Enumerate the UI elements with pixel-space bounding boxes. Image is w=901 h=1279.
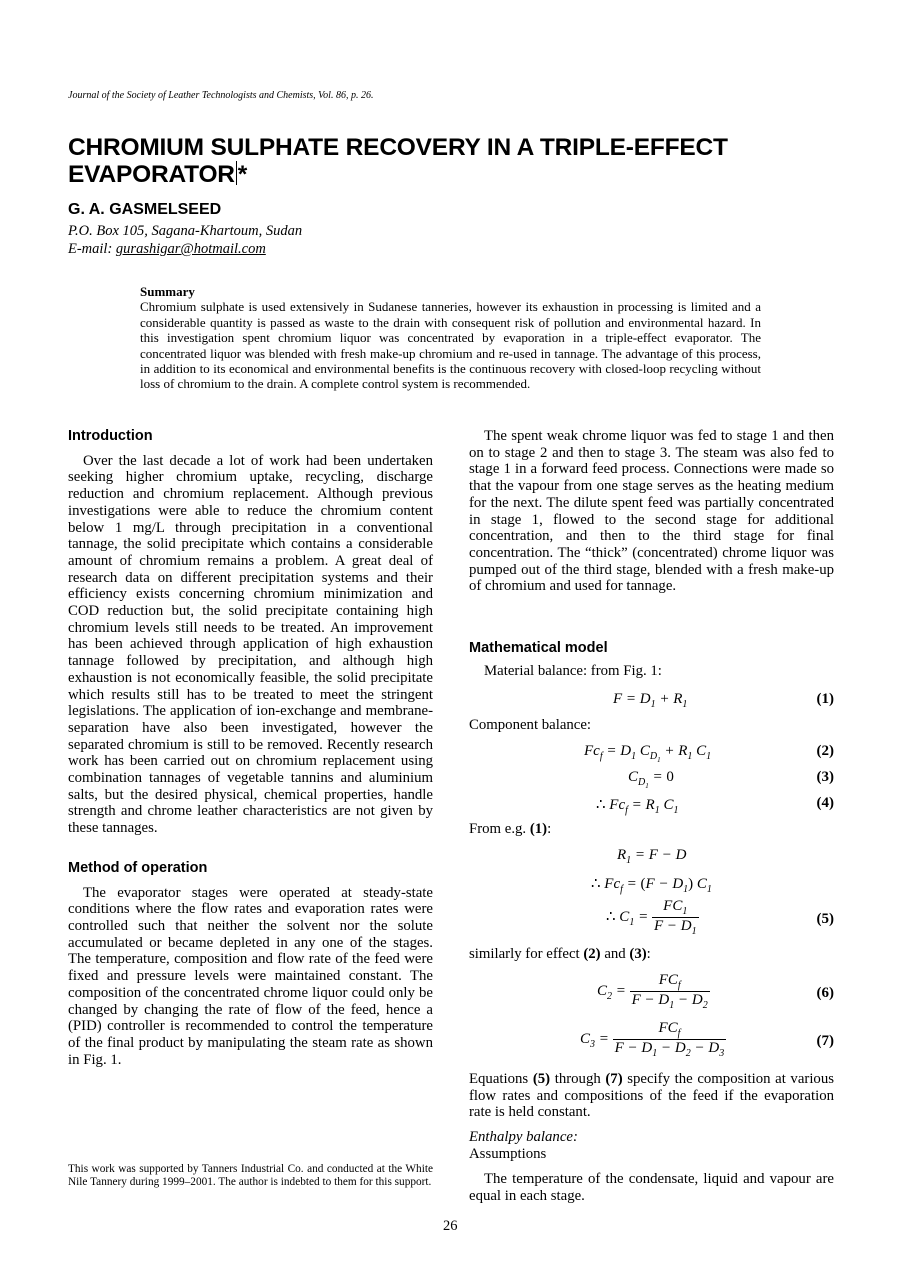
equation-number-1: (1) [816, 691, 834, 707]
assumptions-heading: Assumptions [469, 1145, 547, 1162]
process-paragraph [469, 428, 834, 595]
model-section [469, 640, 834, 679]
left-column [68, 428, 433, 1068]
enthalpy-heading: Enthalpy balance: [469, 1129, 578, 1145]
equation-fcf: ∴ $Fc_f = (F - D_1)$ $C_1$ [591, 876, 712, 895]
journal-citation: Journal of the Society of Leather Technologists and Chemists, Vol. 86, p. 26. [68, 90, 374, 101]
equation-7: $C_3$ = $\frac{FC_f}{F - D_1 - D_2 - D_3}$ [580, 1020, 725, 1059]
equation-number-7: (7) [816, 1033, 834, 1049]
from-equation-label [469, 821, 834, 838]
from-eq-suffix: : [547, 821, 552, 837]
similarly-prefix: similarly for effect [469, 946, 584, 962]
equations-suffix: specify the composition at various flow rates and compositions of the feed if the evaporation rate is held constant. [469, 1071, 834, 1121]
equation-number-4: (4) [816, 795, 834, 811]
equations-prefix: Equations [469, 1071, 533, 1087]
equation-ref: (1) [529, 821, 548, 837]
equation-2: $Fc_f = D_1$ $C_{D_1} + R_1$ $C_1$ [584, 743, 712, 764]
method-paragraph: The evaporator stages were operated at steady-state conditions where the flow rates and evaporation rates were controlled such that neither the solvent nor the solute accumulated or became depleted in any one of the stages. The temperature, composition and flow rate of the feed were fixed and pressure levels were maintained constant. The composition of the concentrated chrome liquor could only be changed by changing the rate of flow of the feed, hence a (PID) controller is recommended to control the temperature of the final product by manipulating the steam rate as shown in Fig. 1. [68, 884, 433, 1068]
section-heading-method: Method of operation [68, 859, 208, 876]
author-email-link[interactable]: gurashigar@hotmail.com [115, 241, 266, 257]
from-eq-prefix: From e.g. [469, 821, 530, 837]
summary-block [140, 284, 761, 392]
equation-ref-5: (5) [532, 1071, 551, 1087]
summary-text: Chromium sulphate is used extensively in Sudanese tanneries, however its exhaustion in processing is limited and a considerable quantity is passed as waste to the drain with consequent risk of pollution and environmental hazard. In this investigation spent chromium liquor was concentrated by evaporation in a triple-effect evaporator. The concentrated liquor was blended with fresh make-up chromium and re-used in tannage. The advantage of this process, in addition to its economical and environmental benefits is the continuous recovery with closed-loop recycling without loss of chromium to the drain. A complete control system is recommended. [140, 299, 761, 392]
equation-number-6: (6) [816, 985, 834, 1001]
equation-number-2: (2) [816, 743, 834, 759]
process-text: The spent weak chrome liquor was fed to stage 1 and then on to stage 2 and then to stage 3. The steam was also fed to stage 1 in a forward feed process. Connections were made so that the vapour from one stage serves as the heating medium for the next. The dilute spent feed was partially concentrated in stage 1, flowed to the second stage for additional concentration, and then to the third stage for final concentration. The “thick” (concentrated) chrome liquor was pumped out of the third stage, blended with a fresh make-up of chromium and used for tannage. [469, 428, 834, 595]
equations-paragraph [469, 1071, 834, 1121]
text-cursor [236, 161, 237, 185]
component-balance-label: Component balance: [469, 717, 592, 733]
equation-r1: $R_1 = F - D$ [617, 847, 687, 866]
author-email-line [68, 240, 302, 258]
effect-ref-2: (2) [583, 946, 601, 962]
equation-ref-7: (7) [605, 1071, 623, 1087]
equation-4: ∴ $Fc_f = R_1$ $C_1$ [596, 797, 679, 816]
title-footnote-marker: * [237, 161, 248, 188]
summary-heading: Summary [140, 284, 195, 299]
title-line-2: EVAPORATOR [68, 161, 235, 188]
author-name: G. A. GASMELSEED [68, 201, 222, 218]
section-heading-model: Mathematical model [469, 640, 608, 656]
effect-ref-3: (3) [629, 946, 647, 962]
introduction-paragraph: Over the last decade a lot of work had been undertaken seeking higher chromium uptake, recycling, discharge reduction and chromium replacement. Although previous investigations were able to reduce the chromium content below 1 mg/L through precipitation in a conventional tannage, the solid precipitate which contains a considerable amount of chromium remains a problem. A great deal of research data on different precipitation systems and their efficiency exists concerning chromium minimization and COD reduction but, the solid precipitate containing high chromium levels still needs to be treated. An improvement has been achieved through application of high exhaustion tannage followed by precipitation, and although high exhaustion is not economically feasible, the solid precipitate which results still has to be treated to meet the stringent legislations. The application of ion-exchange and membrane-separation have also been investigated, however the separated chromium is still to be removed. Recently research work has been carried out on chromium replacement using combination tannages of vegetable tannins and aluminium salts, but the desired physical, chemical properties, handle strength and chrome leather characteristics are not given by these tannages. [68, 452, 433, 837]
equation-number-3: (3) [816, 769, 834, 785]
equations-mid: through [550, 1071, 606, 1087]
title-line-1: CHROMIUM SULPHATE RECOVERY IN A TRIPLE-EFFECT [68, 134, 728, 161]
page-number: 26 [443, 1218, 458, 1234]
material-balance-label: Material balance: from Fig. 1: [484, 662, 662, 679]
similarly-mid: and [600, 946, 630, 962]
author-affiliation [68, 222, 302, 258]
similarly-suffix: : [646, 946, 651, 962]
email-label: E-mail: [68, 241, 116, 257]
assumption-paragraph: The temperature of the condensate, liquid and vapour are equal in each stage. [469, 1171, 834, 1205]
equation-1: $F = D_1 + R_1$ [613, 691, 688, 710]
article-title [68, 134, 828, 188]
equation-6: $C_2$ = $\frac{FC_f}{F - D_1 - D_2}$ [597, 972, 708, 1011]
enthalpy-section [469, 1129, 834, 1205]
section-heading-introduction: Introduction [68, 428, 153, 444]
author-address: P.O. Box 105, Sagana-Khartoum, Sudan [68, 223, 303, 239]
equation-3: $C_{D_1} = 0$ [628, 769, 674, 790]
similarly-label [469, 946, 834, 963]
equation-number-5: (5) [816, 911, 834, 927]
footnote: This work was supported by Tanners Industrial Co. and conducted at the White Nile Tannery during 1999–2001. The author is indebted to them for this support. [68, 1163, 433, 1189]
equation-5: ∴ $C_1$ = $\frac{FC_1}{F - D_1}$ [606, 898, 697, 937]
